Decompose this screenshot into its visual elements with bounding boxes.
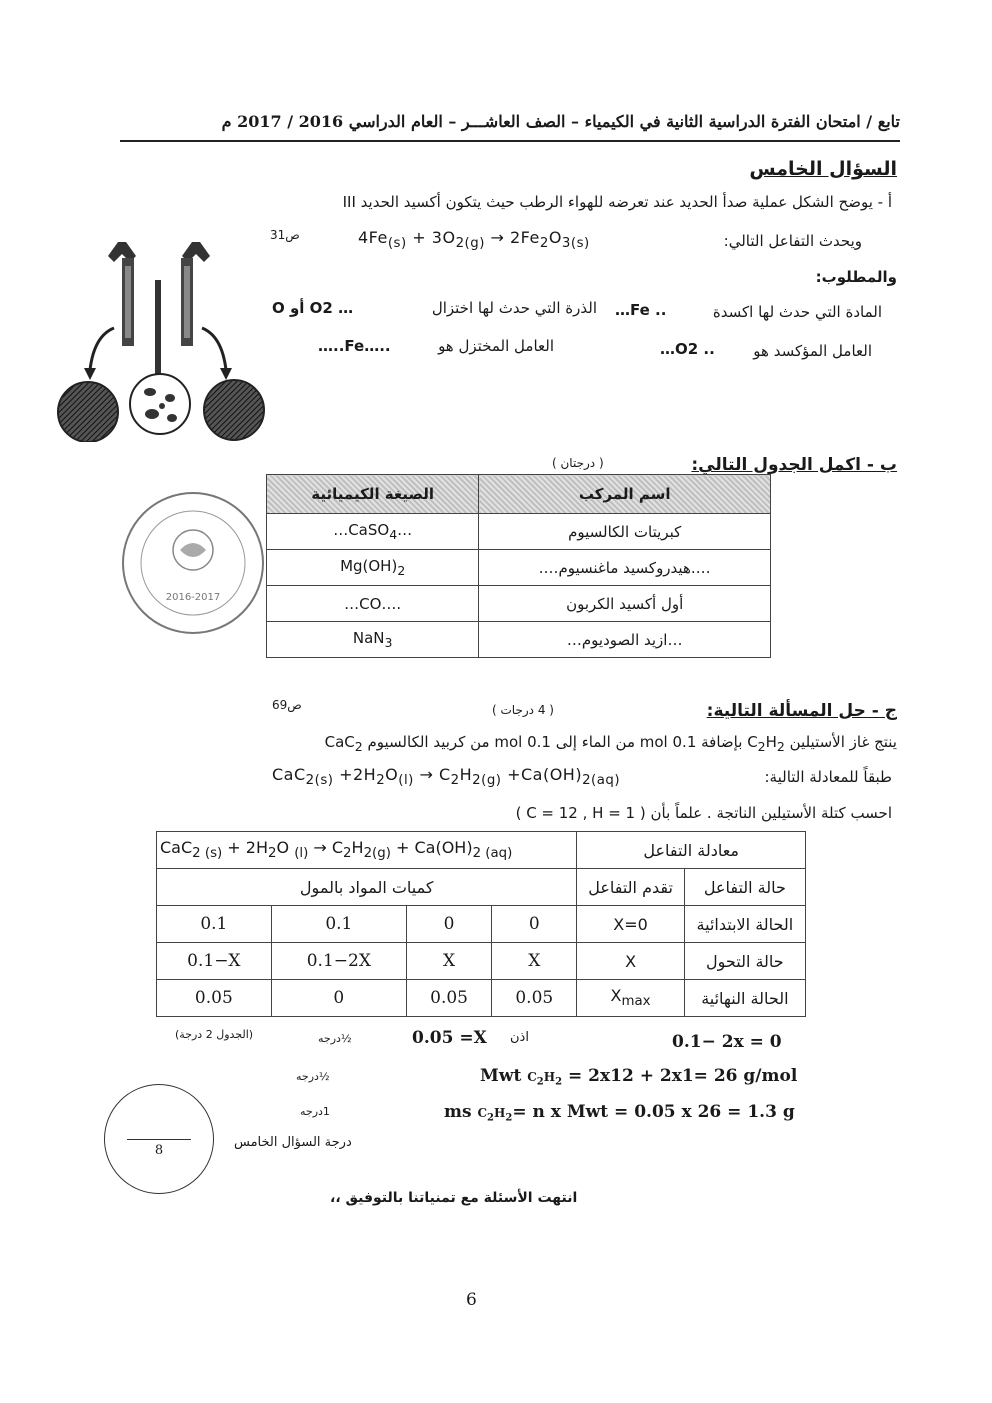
table-row [267,622,771,658]
value-cell: 0.05 [157,980,272,1017]
table-row [157,869,806,906]
name-cell: …ازيد الصوديوم… [479,622,771,658]
part-a-line1: أ - يوضح الشكل عملية صدأ الحديد عند تعرضه للهواء الرطب حيث يتكون أكسيد الحديد III [342,193,892,211]
part-c-page-ref: ص69 [272,698,302,712]
problem-line2: طبقاً للمعادلة التالية: [764,768,892,786]
rusted-surface-right-icon [204,380,264,440]
calc-step1-result: 0.05 =X [412,1028,487,1048]
moles-label-cell: كميات المواد بالمول [157,869,577,906]
table-row [157,906,806,943]
stamp-year: 2016-2017 [165,592,221,603]
section-title: السؤال الخامس [749,158,897,180]
value-cell: 0.1 [157,906,272,943]
name-cell: أول أكسيد الكربون [479,586,771,622]
part-c-title: ج - حل المسألة التالية: [706,701,897,721]
header-divider [120,140,900,142]
score-circle [104,1084,214,1194]
value-cell: 0.1 [271,906,406,943]
part-a-line2: ويحدث التفاعل التالي: [723,232,862,250]
oxidizing-answer: …O2 .. [660,340,715,358]
problem-line1: ينتج غاز الأستيلين $C_2H_2$ بإضافة 0.1 mol من الماء إلى 0.1 mol من كربيد الكالسيوم CaC$_2$ [324,733,897,754]
score-fraction-line [127,1139,191,1140]
part-b-grade: ( درجتان ) [552,456,604,470]
part-a-page-ref: ص31 [270,228,300,242]
progress-cell: X=0 [577,906,684,943]
exam-header: تابع / امتحان الفترة الدراسية الثانية في الكيمياء – الصف العاشـــر – العام الدراسي 2016 / 2017 م [221,112,900,131]
closing-text: انتهت الأسئلة مع تمنياتنا بالتوفيق ،، [330,1190,578,1206]
rusting-wrench-illustration [52,232,274,442]
official-stamp [118,488,268,638]
reducing-question: العامل المختزل هو [438,337,554,355]
iron-rod-icon [155,280,161,380]
col-formula-header: الصيغة الكيميائية [267,475,479,514]
value-cell: 0.05 [406,980,491,1017]
table-row [267,550,771,586]
calc-then: اذن [510,1030,529,1045]
table-row [157,943,806,980]
value-cell: X [492,943,577,980]
reaction-label-cell: معادلة التفاعل [577,832,806,869]
arrow-right-icon [202,328,226,370]
table-header-row [267,475,771,514]
state-cell: الحالة النهائية [684,980,805,1017]
state-cell: الحالة الابتدائية [684,906,805,943]
progress-cell: $X_{max}$ [577,980,684,1017]
name-cell: ….هيدروكسيد ماغنسيوم…. [479,550,771,586]
reduced-question: الذرة التي حدث لها اختزال [431,299,597,317]
formula-cell: …CO…. [267,586,479,622]
part-a-equation: $4Fe_{(s)} + 3O_{2(g)} \to 2Fe_2O_{3(s)}$ [358,228,590,252]
value-cell: 0 [492,906,577,943]
reaction-equation-cell: $CaC_{2 (s)} + 2H_2O$ $_{(l)} \to C_2H_{2(g)} + Ca(OH)_{2 (aq)}$ [157,832,577,869]
oxidized-answer: …Fe .. [615,301,667,319]
value-cell: 0.1−X [157,943,272,980]
name-cell: كبريتات الكالسيوم [479,514,771,550]
part-b-title: ب - اكمل الجدول التالي: [691,455,897,475]
rusted-surface-left-icon [58,382,118,442]
table-row [267,514,771,550]
table-row [267,586,771,622]
reaction-progress-table [156,831,806,1017]
col-name-header: اسم المركب [479,475,771,514]
value-cell: 0 [271,980,406,1017]
mark-half-1: ½درجه [318,1032,352,1045]
score-total: 8 [154,1143,164,1158]
formula-cell: $Mg(OH)_2$ [267,550,479,586]
problem-line3: احسب كتلة الأستيلين الناتجة . علماً بأن ( C = 12 , H = 1 ) [515,804,892,822]
value-cell: 0 [406,906,491,943]
arrow-left-icon [90,328,114,370]
mark-half-2: ½درجه [296,1070,330,1083]
oxidizing-question: العامل المؤكسد هو [753,342,872,360]
problem-equation: $CaC_{2(s)} +2H_2O_{(l)} \to C_2H_{2(g)} +Ca(OH)_{2(aq)}$ [272,765,621,789]
table-row [157,832,806,869]
formula-cell: …CaSO$_4$… [267,514,479,550]
reduced-answer: O أو O2 … [272,299,354,317]
value-cell: 0.05 [492,980,577,1017]
value-cell: X [406,943,491,980]
oxidized-question: المادة التي حدث لها اكسدة [712,303,882,321]
part-c-grade: ( 4 درجات ) [492,703,554,717]
progress-cell: X [577,943,684,980]
compounds-table [266,474,771,658]
mark-table: (الجدول 2 درجة) [175,1028,254,1041]
state-label-cell: حالة التفاعل [684,869,805,906]
progress-label-cell: تقدم التفاعل [577,869,684,906]
mark-one: 1درجه [300,1105,330,1118]
calc-step1: 0.1− 2x = 0 [672,1032,782,1052]
formula-cell: NaN$_3$ [267,622,479,658]
reducing-answer: …..Fe….. [318,337,391,355]
page-number: 6 [466,1290,477,1310]
calc-step3: ms $C_2H_2= n$ x Mwt = 0.05 x 26 = 1.3 g [444,1102,795,1124]
state-cell: حالة التحول [684,943,805,980]
table-row [157,980,806,1017]
value-cell: 0.1−2X [271,943,406,980]
calc-step2: Mwt $C_2H_2 = 2x12 + 2x1= 26$ g/mol [480,1066,798,1088]
required-label: والمطلوب: [815,268,897,286]
score-label: درجة السؤال الخامس [234,1135,352,1150]
